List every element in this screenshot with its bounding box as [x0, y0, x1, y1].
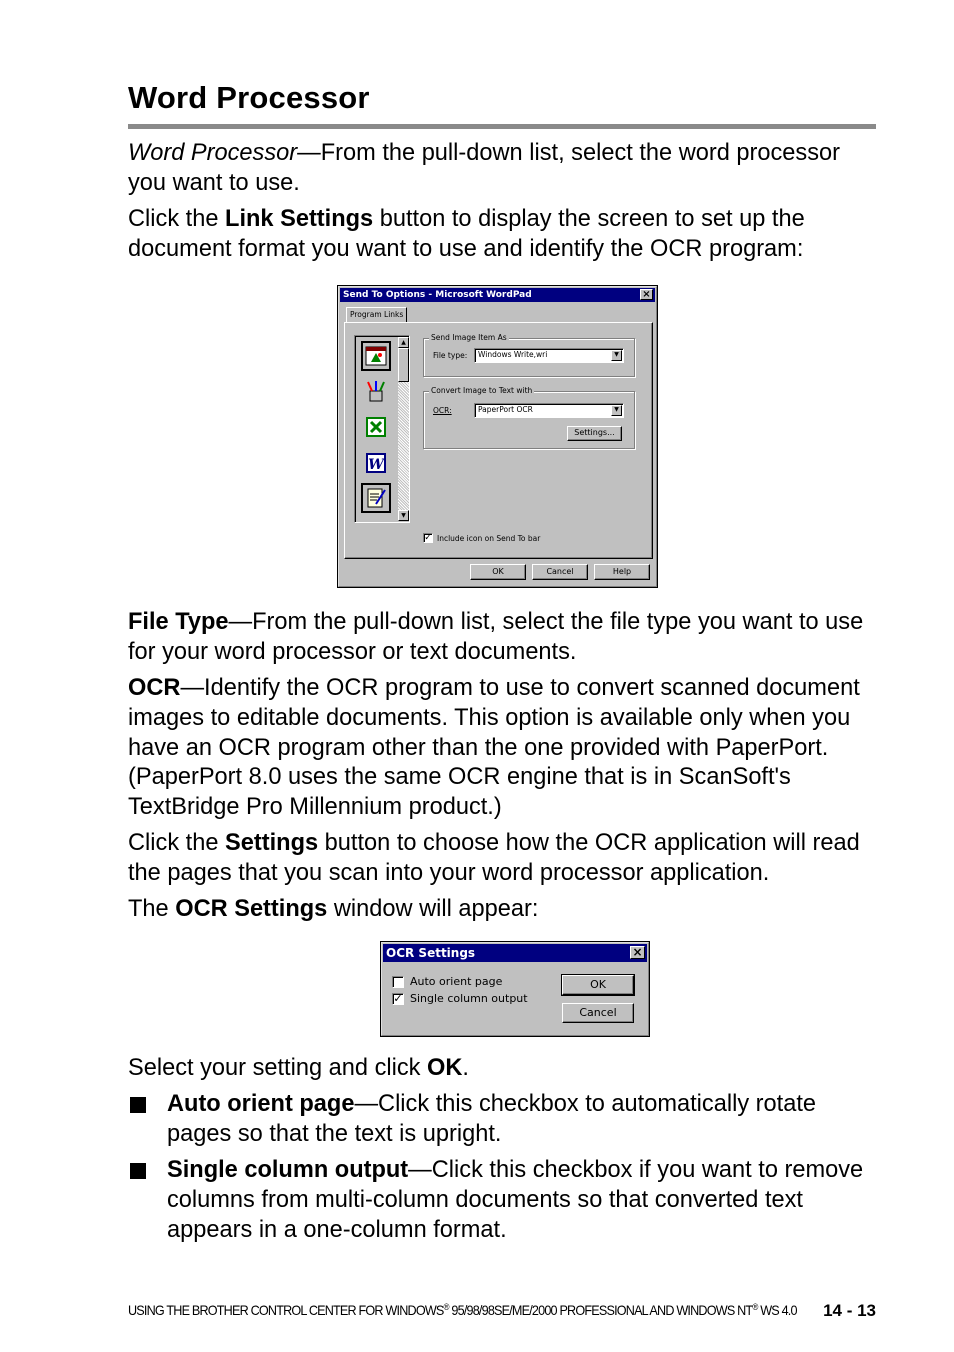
- ocr-window-text-a: The: [128, 896, 176, 922]
- intro-text-1: —From the pull-down list, select the word processor you want to use.: [128, 140, 841, 196]
- footer-text-c: WS 4.0: [757, 1302, 797, 1318]
- help-button[interactable]: Help: [594, 564, 650, 580]
- tab-program-links[interactable]: Program Links: [346, 307, 407, 323]
- close-icon[interactable]: ×: [640, 289, 653, 300]
- svg-text:W: W: [368, 457, 384, 473]
- cancel-button[interactable]: Cancel: [562, 1003, 634, 1023]
- send-image-group-label: Send Image Item As: [431, 333, 507, 342]
- select-text-b: .: [462, 1055, 469, 1081]
- settings-text-b: button to choose how the OCR application will read the pages that you scan into your word processor application.: [128, 830, 860, 886]
- convert-image-group: [423, 386, 635, 449]
- scroll-up-icon[interactable]: ▲: [398, 337, 409, 348]
- ocr-paragraph: [128, 674, 880, 823]
- bullet-term: Single column output: [167, 1157, 409, 1183]
- page-footer: [128, 1302, 804, 1318]
- intro-paragraph-2: [128, 205, 880, 265]
- ocr-dialog-titlebar: [383, 944, 647, 962]
- term-link-settings: Link Settings: [225, 206, 374, 232]
- intro-text-2b: button to display the screen to set up the document format you want to use and identify the OCR program:: [128, 206, 805, 262]
- bullet-single-column: [128, 1156, 880, 1246]
- auto-orient-label: Auto orient page: [410, 975, 503, 988]
- single-column-label: Single column output: [410, 992, 528, 1005]
- bullet-description: —Click this checkbox if you want to remove columns from multi-column documents so that converted text appears in a one-column format.: [167, 1157, 864, 1243]
- notepad-pen-icon[interactable]: [361, 483, 391, 513]
- settings-text-a: Click the: [128, 830, 226, 856]
- term-ok: OK: [427, 1055, 463, 1081]
- file-type-select[interactable]: [474, 348, 624, 363]
- include-icon-checkbox[interactable]: ✓: [424, 533, 432, 543]
- ocr-settings-dialog: [380, 941, 650, 1037]
- bullet-square-icon: [130, 1163, 146, 1179]
- bullet-description: —Click this checkbox to automatically rotate pages so that the text is upright.: [167, 1091, 817, 1147]
- ocr-window-text-b: window will appear:: [327, 896, 539, 922]
- footer-text-a: USING THE BROTHER CONTROL CENTER FOR WINDOWS: [128, 1302, 444, 1318]
- dialog-title: Send To Options - Microsoft WordPad: [343, 290, 532, 300]
- bullet-square-icon: [130, 1097, 146, 1113]
- ocr-text: —Identify the OCR program to use to convert scanned document images to editable documents. This option is available only when you have an OCR program other than the one provided with PaperPort. (PaperPort 8.0 uses the same OCR engine that is in ScanSoft's TextBridge Pro Millennium product.): [128, 675, 860, 821]
- ocr-window-paragraph: [128, 895, 880, 925]
- excel-icon[interactable]: [361, 412, 391, 442]
- registered-mark: ®: [443, 1302, 449, 1312]
- file-type-paragraph: [128, 608, 880, 668]
- page-title: Word Processor: [128, 80, 370, 115]
- ocr-dialog-title: OCR Settings: [386, 946, 476, 960]
- title-rule: [128, 124, 876, 129]
- registered-mark: ®: [752, 1302, 758, 1312]
- wordpad-send-icon[interactable]: [361, 341, 391, 371]
- page-number: 14 - 13: [823, 1301, 876, 1320]
- ocr-select[interactable]: [474, 403, 624, 418]
- scroll-thumb[interactable]: [398, 348, 409, 382]
- close-icon[interactable]: ×: [630, 946, 645, 959]
- ok-button[interactable]: OK: [562, 975, 634, 995]
- ocr-label: OCR:: [433, 406, 452, 415]
- settings-paragraph: [128, 829, 880, 889]
- file-type-label: File type:: [433, 351, 468, 360]
- term-word-processor: Word Processor: [128, 140, 298, 166]
- program-icon-list: [354, 335, 410, 523]
- term-settings: Settings: [225, 830, 319, 856]
- bullet-auto-orient: [128, 1090, 880, 1150]
- tab-panel: [344, 322, 653, 559]
- file-type-text: —From the pull-down list, select the file type you want to use for your word processor or text documents.: [128, 609, 864, 665]
- chevron-down-icon[interactable]: ▼: [611, 350, 622, 361]
- send-image-group: [423, 333, 635, 377]
- word-icon[interactable]: [361, 448, 391, 478]
- term-file-type: File Type: [128, 609, 229, 635]
- ok-button[interactable]: OK: [470, 564, 526, 580]
- file-type-value: Windows Write,wri: [478, 350, 548, 359]
- bullet-text: [167, 1090, 880, 1150]
- intro-paragraph-1: [128, 139, 880, 199]
- icon-list-scrollbar[interactable]: [398, 337, 409, 521]
- term-ocr: OCR: [128, 675, 181, 701]
- scroll-down-icon[interactable]: ▼: [398, 510, 409, 521]
- single-column-checkbox[interactable]: ✓: [393, 992, 403, 1005]
- paint-brushes-icon[interactable]: [361, 376, 391, 406]
- intro-text-2a: Click the: [128, 206, 226, 232]
- bullet-text: [167, 1156, 880, 1245]
- cancel-button[interactable]: Cancel: [532, 564, 588, 580]
- dialog-titlebar: [340, 288, 655, 302]
- term-ocr-settings: OCR Settings: [175, 896, 328, 922]
- select-text-a: Select your setting and click: [128, 1055, 428, 1081]
- settings-button[interactable]: Settings...: [567, 426, 622, 441]
- ocr-value: PaperPort OCR: [478, 405, 533, 414]
- select-paragraph: [128, 1054, 880, 1084]
- chevron-down-icon[interactable]: ▼: [611, 405, 622, 416]
- auto-orient-checkbox[interactable]: [392, 976, 404, 988]
- bullet-term: Auto orient page: [167, 1091, 355, 1117]
- footer-text-b: 95/98/98SE/ME/2000 PROFESSIONAL AND WINDOWS NT: [448, 1302, 753, 1318]
- include-icon-label: Include icon on Send To bar: [437, 534, 541, 543]
- send-to-options-dialog: [337, 285, 658, 588]
- convert-image-group-label: Convert Image to Text with: [431, 386, 533, 395]
